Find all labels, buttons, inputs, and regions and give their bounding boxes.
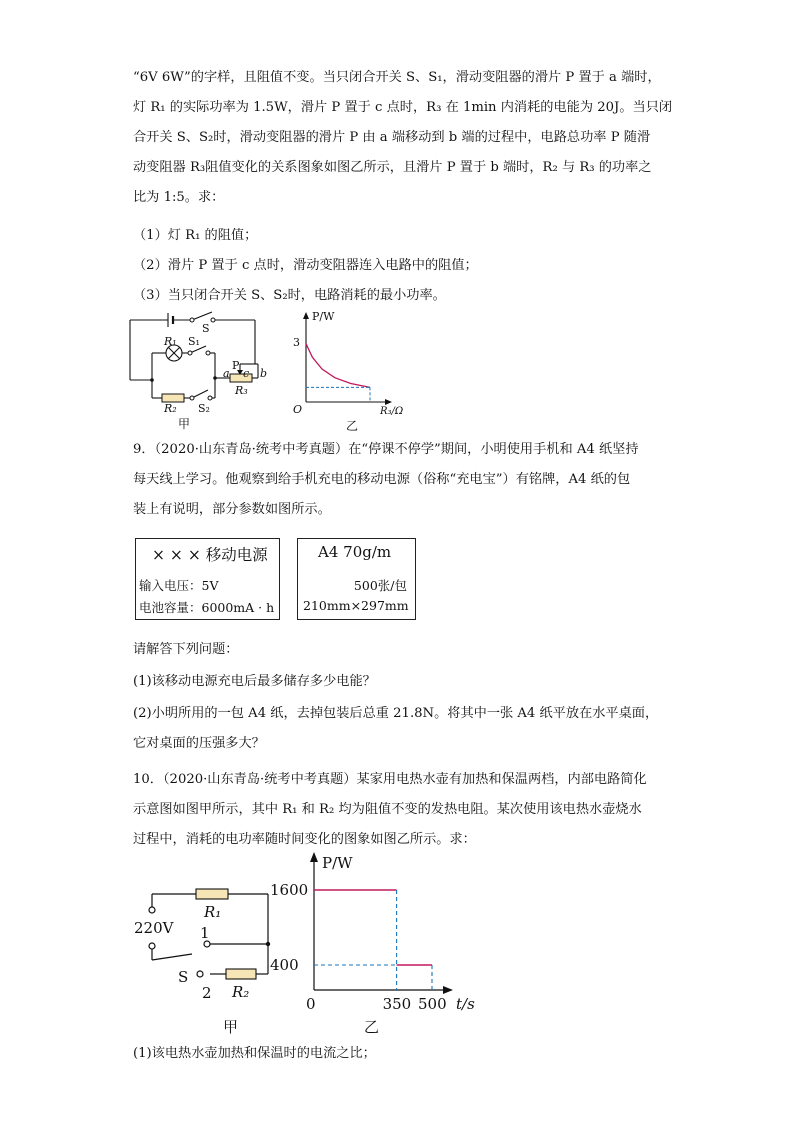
q10-voltage-label: 220V: [134, 919, 174, 937]
q8-item-3: （3）当只闭合开关 S、S₂时，电路消耗的最小功率。: [133, 288, 446, 303]
q9-question-1: (1)该移动电源充电后最多储存多少电能？: [133, 674, 376, 689]
q8-intro-line: 灯 R₁ 的实际功率为 1.5W，滑片 P 置于 c 点时，R₃ 在 1min 内消耗的电能为 20J。当只闭: [133, 100, 673, 115]
q8-p-label: P: [232, 359, 240, 372]
q8-circuit-diagram: [120, 308, 270, 431]
q9-line: 每天线上学习。他观察到给手机充电的移动电源（俗称“充电宝”）有铭牌，A4 纸的包: [133, 472, 631, 487]
q8-figure-yi-caption: 乙: [346, 419, 359, 433]
q10-figure-yi-caption: 乙: [364, 1018, 380, 1036]
q10-r2-label: R₂: [232, 983, 250, 1001]
power-bank-voltage: 输入电压：5V: [139, 578, 219, 593]
q8-s2-label: S₂: [198, 402, 210, 415]
q8-r3-label: R₃: [235, 384, 248, 397]
q8-power-graph: [290, 310, 420, 433]
q8-intro-line: “6V 6W”的字样，且阻值不变。当只闭合开关 S、S₁，滑动变阻器的滑片 P 置于 a 端时，: [133, 70, 661, 85]
q9-question-2-cont: 它对桌面的压强多大？: [133, 736, 265, 751]
q10-figure-jia-caption: 甲: [223, 1018, 239, 1036]
q8-intro-line: 比为 1:5。求：: [133, 190, 225, 205]
q8-power-curve: [306, 344, 370, 388]
q9-prompt: 请解答下列问题：: [133, 642, 239, 657]
q8-switch-s-label: S: [202, 322, 210, 335]
q9-question-2: (2)小明所用的一包 A4 纸，去掉包装后总重 21.8N。将其中一张 A4 纸平放在水平桌面，: [133, 706, 659, 721]
q8-graph-x-label: R₃/Ω: [380, 406, 404, 417]
q8-intro-line: 动变阻器 R₃阻值变化的关系图象如图乙所示，且滑片 P 置于 b 端时，R₂ 与 R₃ 的功率之: [133, 160, 652, 175]
q8-r1-label: R₁: [164, 335, 177, 348]
q10-switch-label: S: [178, 968, 189, 986]
q8-r2-label: R₂: [164, 402, 177, 415]
q8-a-label: a: [223, 367, 230, 380]
q8-figure-jia-caption: 甲: [178, 417, 191, 431]
q10-graph-y-label: P/W: [322, 854, 353, 872]
q10-power-time-graph: [268, 848, 488, 1036]
q10-y-tick-label: 1600: [270, 881, 309, 899]
q10-line: 过程中，消耗的电功率随时间变化的图象如图乙所示。求：: [133, 832, 476, 847]
q8-graph-y-label: P/W: [312, 310, 335, 323]
a4-paper-size: 210mm×297mm: [303, 598, 409, 613]
q10-graph-origin: 0: [306, 995, 316, 1013]
q8-graph-y-tick: 3: [293, 336, 300, 349]
q8-graph-origin: O: [293, 403, 303, 416]
q8-s1-label: S₁: [188, 335, 200, 348]
q9-line: 9．（2020·山东青岛·统考中考真题）在“停课不停学”期间，小明使用手机和 A4 纸坚持: [133, 442, 639, 457]
q10-y-tick-label: 400: [270, 956, 299, 974]
q8-intro-line: 合开关 S、S₂时，滑动变阻器的滑片 P 由 a 端移动到 b 端的过程中，电路总功率 P 随滑: [133, 130, 651, 145]
q8-item-2: （2）滑片 P 置于 c 点时，滑动变阻器连入电路中的阻值；: [133, 258, 478, 273]
q10-graph-x-label: t/s: [456, 995, 475, 1013]
q10-pos1-label: 1: [200, 924, 210, 942]
a4-paper-label: [297, 538, 416, 620]
q8-c-label: c: [243, 367, 250, 380]
power-bank-title: × × × 移动电源: [152, 546, 268, 564]
q10-x-tick-label: 500: [418, 995, 447, 1013]
q10-pos2-label: 2: [202, 984, 212, 1002]
power-bank-capacity: 电池容量：6000mA · h: [139, 600, 275, 615]
q9-line: 装上有说明，部分参数如图所示。: [133, 502, 331, 517]
a4-paper-title: A4 70g/m: [318, 543, 392, 561]
q8-b-label: b: [260, 367, 268, 380]
q10-circuit-diagram: [130, 876, 280, 1036]
q10-line: 示意图如图甲所示，其中 R₁ 和 R₂ 均为阻值不变的发热电阻。某次使用该电热水壶烧水: [133, 802, 642, 817]
q8-item-1: （1）灯 R₁ 的阻值；: [133, 228, 258, 243]
q10-x-tick-label: 350: [382, 995, 412, 1013]
q10-question-1: (1)该电热水壶加热和保温时的电流之比；: [133, 1046, 376, 1061]
q10-r1-label: R₁: [204, 903, 222, 921]
a4-paper-count: 500张/包: [353, 578, 407, 593]
q10-line: 10．（2020·山东青岛·统考中考真题）某家用电热水壶有加热和保温两档，内部电路简化: [133, 772, 647, 787]
power-bank-nameplate: [135, 538, 280, 620]
